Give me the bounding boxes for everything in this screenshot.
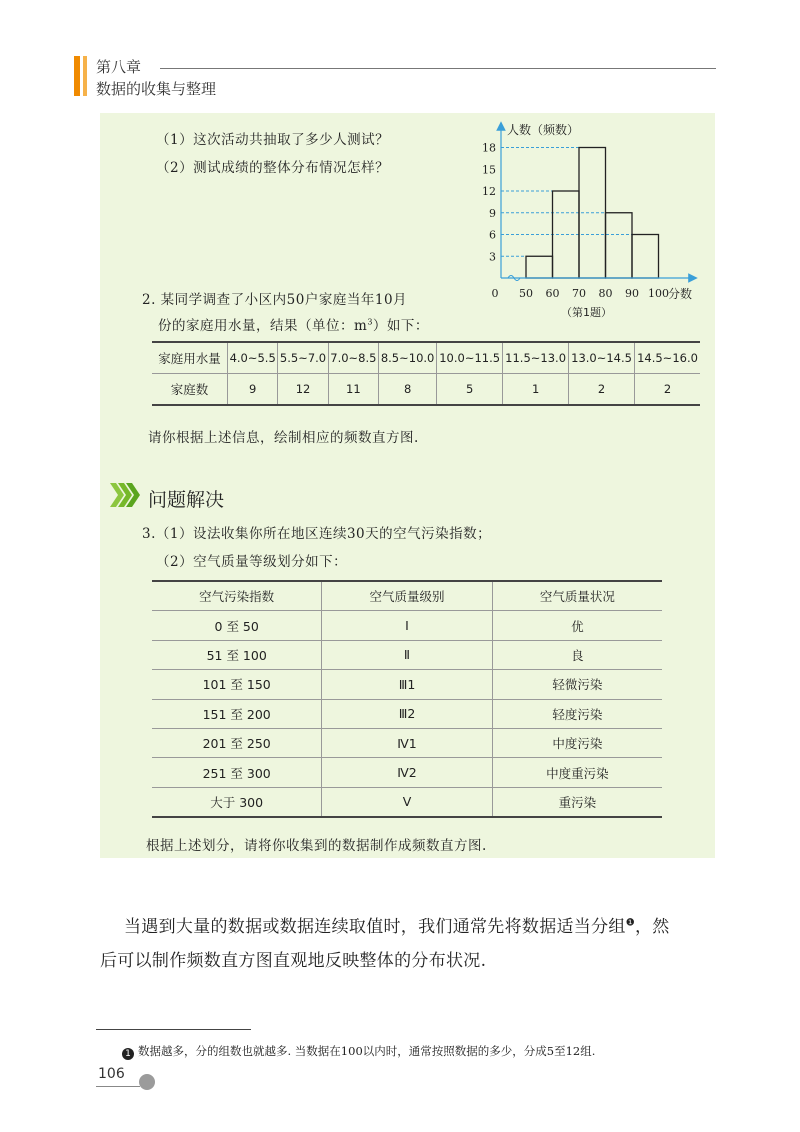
- y-tick-label: 3: [489, 250, 496, 264]
- air-cell: 轻微污染: [492, 670, 662, 699]
- footnote-rule: [96, 1029, 251, 1030]
- footnote-text: 数据越多，分的组数也就越多. 当数据在100以内时，通常按照数据的多少，分成5至12组.: [138, 1044, 596, 1058]
- water-usage-table: [152, 341, 700, 406]
- air-table-row: [152, 787, 662, 817]
- unit-superscript: 3: [367, 317, 373, 327]
- air-cell: 优: [492, 611, 662, 640]
- water-range-row: [152, 342, 700, 374]
- header-rule: [160, 68, 716, 69]
- footnote-mark: 1: [122, 1048, 134, 1060]
- section-arrows-icon: [110, 481, 146, 509]
- chapter-title: 数据的收集与整理: [96, 80, 217, 98]
- air-cell: 101 至 150: [152, 670, 322, 699]
- y-axis-label: 人数（频数）: [507, 123, 580, 137]
- histogram-guides: [501, 148, 632, 257]
- water-range-cell: 4.0~5.5: [228, 342, 278, 374]
- household-count-cell: 11: [328, 374, 378, 406]
- histogram-bar: [526, 256, 553, 278]
- body-paragraph-line-1: [124, 912, 670, 937]
- air-cell: Ⅳ1: [322, 728, 492, 757]
- footnote-reference: ❶: [625, 917, 635, 929]
- water-range-cell: 5.5~7.0: [278, 342, 328, 374]
- x-tick-label: 60: [545, 287, 560, 300]
- chapter-label: 第八章: [96, 58, 142, 76]
- body-line-1-text: 当遇到大量的数据或数据连续取值时，我们通常先将数据适当分组: [124, 917, 626, 937]
- air-table-row: [152, 611, 662, 640]
- y-tick-label: 9: [489, 206, 496, 220]
- page-number: 106: [98, 1066, 125, 1082]
- air-header-cell: 空气污染指数: [152, 581, 322, 611]
- question-2-line-1: 2. 某同学调查了小区内50户家庭当年10月: [142, 292, 408, 308]
- water-range-cell: 13.0~14.5: [569, 342, 635, 374]
- section-title: 问题解决: [148, 489, 225, 511]
- household-count-cell: 8: [379, 374, 437, 406]
- water-range-cell: 8.5~10.0: [379, 342, 437, 374]
- body-line-1-end: ，然: [634, 917, 670, 937]
- question-2-line-2: [158, 314, 429, 334]
- histogram-chart: [478, 118, 708, 328]
- water-range-cell: 14.5~16.0: [635, 342, 700, 374]
- household-count-row: [152, 374, 700, 406]
- x-tick-label: 80: [598, 287, 613, 300]
- chart-caption: （第1题）: [561, 306, 612, 319]
- air-header-cell: 空气质量状况: [492, 581, 662, 611]
- question-1-part-2: （2）测试成绩的整体分布情况怎样？: [156, 160, 390, 176]
- y-tick-label: 15: [482, 163, 496, 177]
- body-paragraph-line-2: 后可以制作频数直方图直观地反映整体的分布状况.: [100, 951, 487, 971]
- x-tick-label: 90: [625, 287, 639, 300]
- air-cell: 轻度污染: [492, 699, 662, 728]
- air-cell: Ⅲ2: [322, 699, 492, 728]
- water-range-cell: 10.0~11.5: [437, 342, 503, 374]
- air-cell: 201 至 250: [152, 728, 322, 757]
- question-2-line-2-text: 份的家庭用水量，结果（单位：m: [158, 318, 368, 334]
- air-cell: Ⅴ: [322, 787, 492, 817]
- air-cell: Ⅲ1: [322, 670, 492, 699]
- question-2-instruction: 请你根据上述信息，绘制相应的频数直方图.: [148, 430, 419, 446]
- water-range-label: 家庭用水量: [152, 342, 228, 374]
- page-number-rule: [96, 1086, 140, 1087]
- header-accent-bar: [74, 56, 80, 96]
- air-table-header: [152, 581, 662, 611]
- air-cell: 大于 300: [152, 787, 322, 817]
- air-quality-table: [152, 580, 662, 818]
- air-cell: 251 至 300: [152, 758, 322, 787]
- household-count-cell: 9: [228, 374, 278, 406]
- air-cell: 重污染: [492, 787, 662, 817]
- question-3-instruction: 根据上述划分，请将你收集到的数据制作成频数直方图.: [146, 838, 487, 854]
- question-2-line-2-end: ）如下：: [372, 318, 429, 334]
- air-table-row: [152, 758, 662, 787]
- air-cell: 51 至 100: [152, 640, 322, 669]
- air-table-row: [152, 728, 662, 757]
- page-number-dot: [139, 1074, 155, 1090]
- y-tick-label: 18: [482, 141, 496, 155]
- household-count-cell: 12: [278, 374, 328, 406]
- air-cell: 0 至 50: [152, 611, 322, 640]
- question-3-line-2: （2）空气质量等级划分如下：: [156, 554, 348, 570]
- household-count-label: 家庭数: [152, 374, 228, 406]
- household-count-cell: 5: [437, 374, 503, 406]
- air-cell: 良: [492, 640, 662, 669]
- x-tick-label: 70: [572, 287, 586, 300]
- household-count-cell: 2: [635, 374, 700, 406]
- air-cell: Ⅱ: [322, 640, 492, 669]
- air-table-row: [152, 699, 662, 728]
- water-range-cell: 11.5~13.0: [503, 342, 569, 374]
- x-tick-label: 0: [491, 287, 499, 300]
- header-accent-bar-light: [83, 56, 87, 96]
- y-tick-label: 6: [489, 228, 496, 242]
- x-tick-label: 100: [648, 287, 669, 300]
- air-header-cell: 空气质量级别: [322, 581, 492, 611]
- air-cell: 151 至 200: [152, 699, 322, 728]
- x-axis-label: 分数: [668, 287, 693, 301]
- air-cell: Ⅳ2: [322, 758, 492, 787]
- household-count-cell: 2: [569, 374, 635, 406]
- footnote: [122, 1043, 595, 1060]
- air-table-row: [152, 640, 662, 669]
- question-3-line-1: 3.（1）设法收集你所在地区连续30天的空气污染指数；: [142, 526, 492, 542]
- water-range-cell: 7.0~8.5: [328, 342, 378, 374]
- question-1-part-1: （1）这次活动共抽取了多少人测试？: [156, 132, 390, 148]
- air-cell: 中度污染: [492, 728, 662, 757]
- air-table-row: [152, 670, 662, 699]
- air-cell: Ⅰ: [322, 611, 492, 640]
- x-ticks: [492, 287, 670, 300]
- y-tick-label: 12: [482, 185, 496, 198]
- histogram-bar: [632, 235, 659, 279]
- x-tick-label: 50: [519, 287, 533, 300]
- household-count-cell: 1: [503, 374, 569, 406]
- air-cell: 中度重污染: [492, 758, 662, 787]
- histogram-bar: [606, 213, 633, 278]
- y-ticks: [482, 142, 496, 264]
